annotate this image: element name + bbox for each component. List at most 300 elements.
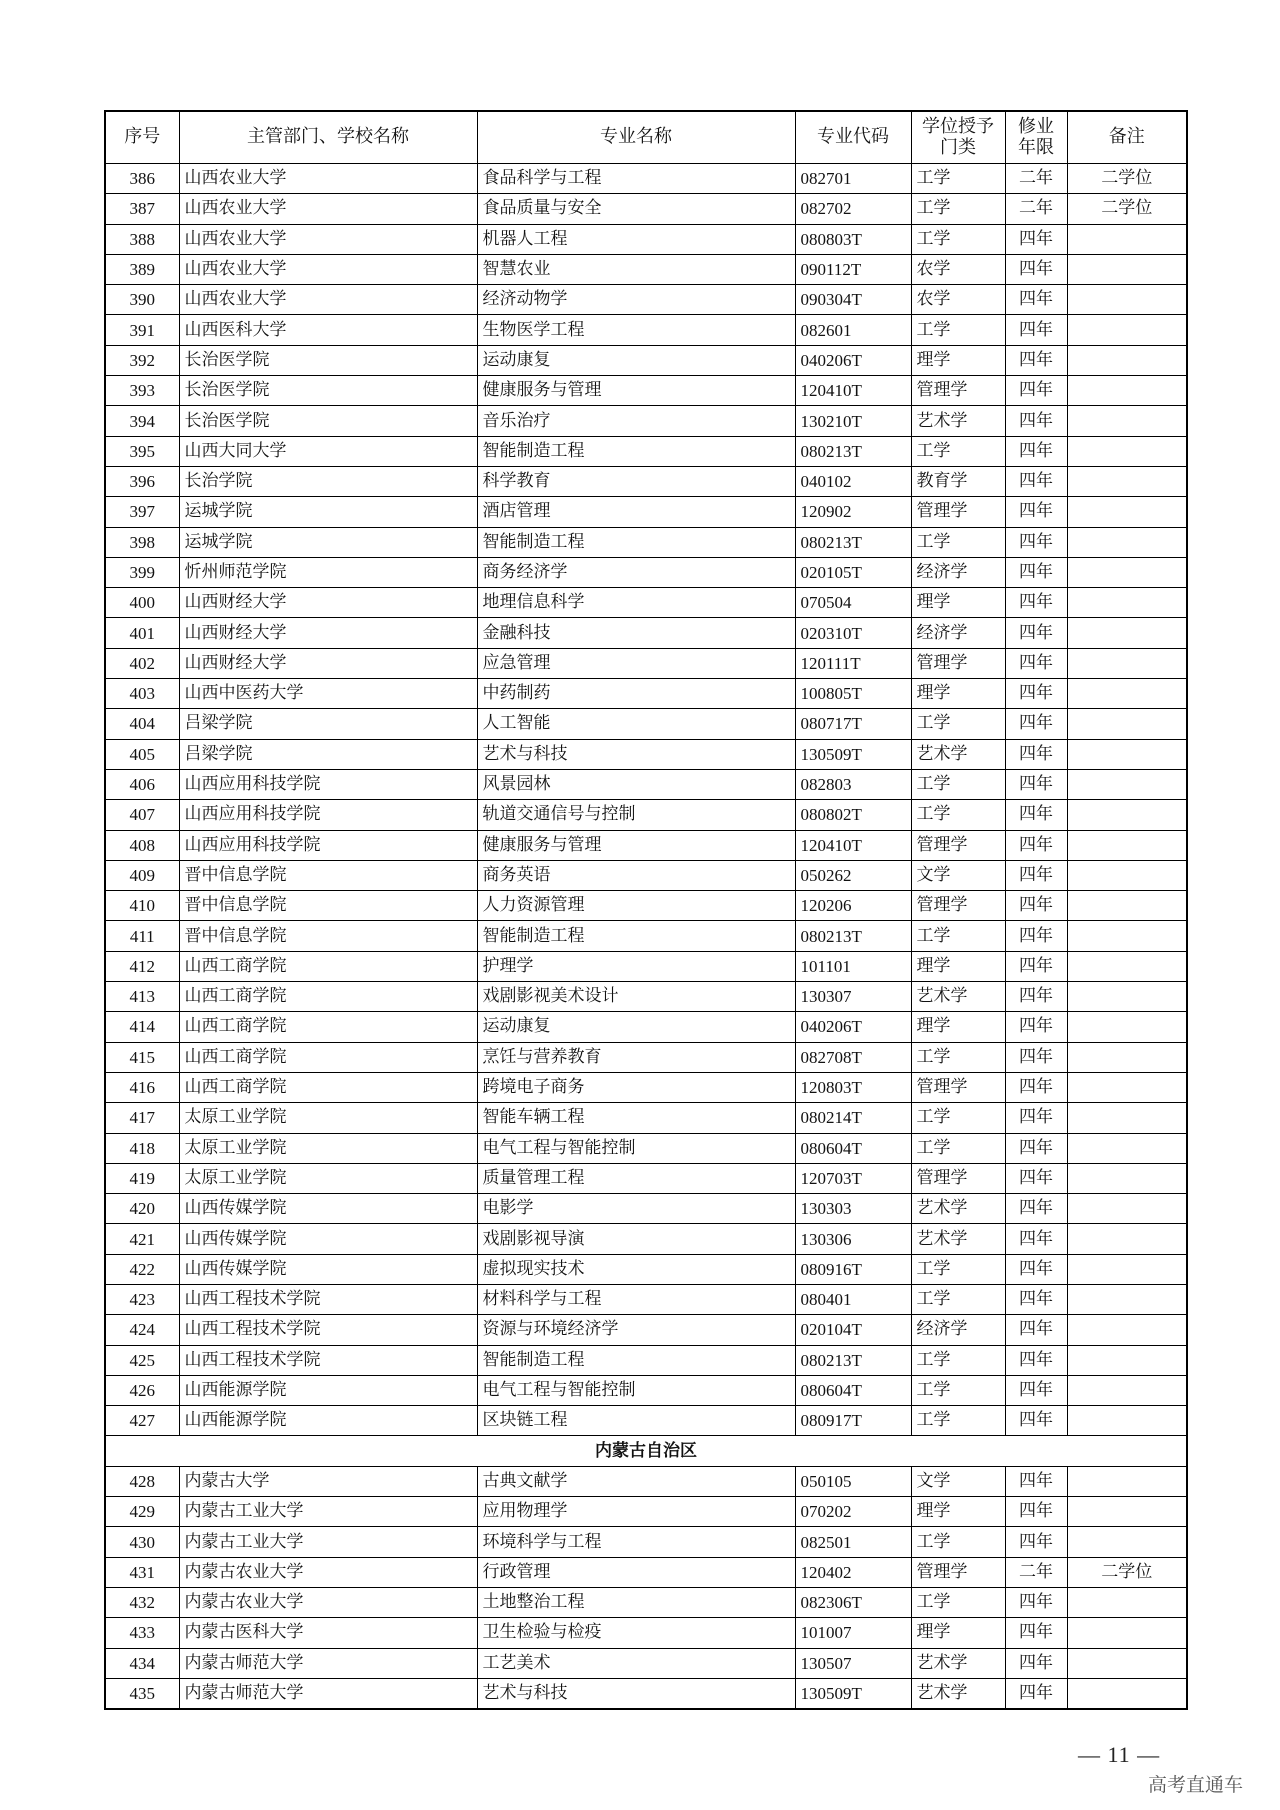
table-row [105, 1527, 1187, 1557]
cell-no: 406 [105, 769, 179, 799]
cell-major: 商务英语 [477, 860, 795, 890]
cell-years: 四年 [1005, 406, 1067, 436]
cell-school: 山西工商学院 [179, 1072, 477, 1102]
table-row [105, 1587, 1187, 1617]
table-row [105, 164, 1187, 194]
cell-note [1067, 1072, 1187, 1102]
cell-years: 四年 [1005, 345, 1067, 375]
cell-school: 山西应用科技学院 [179, 800, 477, 830]
cell-note [1067, 224, 1187, 254]
cell-years: 四年 [1005, 709, 1067, 739]
cell-years: 四年 [1005, 557, 1067, 587]
cell-degree: 管理学 [911, 1163, 1005, 1193]
cell-major: 工艺美术 [477, 1648, 795, 1678]
cell-years: 四年 [1005, 1254, 1067, 1284]
cell-school: 内蒙古师范大学 [179, 1648, 477, 1678]
table-row [105, 436, 1187, 466]
cell-degree: 理学 [911, 345, 1005, 375]
cell-note [1067, 1315, 1187, 1345]
cell-degree: 艺术学 [911, 739, 1005, 769]
cell-school: 内蒙古大学 [179, 1466, 477, 1496]
cell-major: 智能车辆工程 [477, 1103, 795, 1133]
table-row [105, 1042, 1187, 1072]
cell-school: 内蒙古工业大学 [179, 1527, 477, 1557]
cell-degree: 艺术学 [911, 406, 1005, 436]
table-row [105, 860, 1187, 890]
cell-major: 轨道交通信号与控制 [477, 800, 795, 830]
table-row [105, 1345, 1187, 1375]
cell-major: 智能制造工程 [477, 921, 795, 951]
cell-school: 长治学院 [179, 466, 477, 496]
cell-years: 四年 [1005, 648, 1067, 678]
table-row [105, 891, 1187, 921]
header-row [105, 111, 1187, 164]
cell-school: 山西工程技术学院 [179, 1315, 477, 1345]
cell-code: 082601 [795, 315, 911, 345]
cell-school: 长治医学院 [179, 376, 477, 406]
cell-note: 二学位 [1067, 1557, 1187, 1587]
table-row [105, 1648, 1187, 1678]
table-row [105, 679, 1187, 709]
cell-degree: 管理学 [911, 830, 1005, 860]
cell-no: 427 [105, 1406, 179, 1436]
cell-no: 421 [105, 1224, 179, 1254]
cell-degree: 艺术学 [911, 1678, 1005, 1709]
cell-no: 423 [105, 1284, 179, 1314]
cell-note [1067, 285, 1187, 315]
cell-years: 四年 [1005, 1527, 1067, 1557]
cell-major: 虚拟现实技术 [477, 1254, 795, 1284]
cell-code: 080213T [795, 436, 911, 466]
cell-code: 101007 [795, 1618, 911, 1648]
cell-school: 山西财经大学 [179, 648, 477, 678]
table-row [105, 1618, 1187, 1648]
cell-degree: 工学 [911, 769, 1005, 799]
cell-major: 电影学 [477, 1194, 795, 1224]
cell-school: 晋中信息学院 [179, 860, 477, 890]
cell-no: 410 [105, 891, 179, 921]
cell-note [1067, 588, 1187, 618]
cell-note [1067, 436, 1187, 466]
table-row [105, 951, 1187, 981]
table-row [105, 1466, 1187, 1496]
table-row [105, 1103, 1187, 1133]
cell-note [1067, 466, 1187, 496]
cell-years: 二年 [1005, 164, 1067, 194]
cell-note [1067, 376, 1187, 406]
cell-code: 020310T [795, 618, 911, 648]
cell-code: 082701 [795, 164, 911, 194]
cell-code: 120111T [795, 648, 911, 678]
table-row [105, 376, 1187, 406]
cell-no: 434 [105, 1648, 179, 1678]
cell-degree: 工学 [911, 1375, 1005, 1405]
cell-no: 388 [105, 224, 179, 254]
cell-note [1067, 1163, 1187, 1193]
cell-major: 健康服务与管理 [477, 376, 795, 406]
header-note: 备注 [1067, 111, 1187, 164]
cell-major: 智能制造工程 [477, 1345, 795, 1375]
cell-no: 426 [105, 1375, 179, 1405]
cell-no: 411 [105, 921, 179, 951]
cell-major: 智能制造工程 [477, 527, 795, 557]
table-row [105, 588, 1187, 618]
table-row [105, 1315, 1187, 1345]
table-row [105, 557, 1187, 587]
cell-school: 山西农业大学 [179, 164, 477, 194]
cell-degree: 农学 [911, 285, 1005, 315]
table-row [105, 1557, 1187, 1587]
cell-note [1067, 1466, 1187, 1496]
cell-major: 电气工程与智能控制 [477, 1375, 795, 1405]
cell-degree: 工学 [911, 1345, 1005, 1375]
cell-no: 416 [105, 1072, 179, 1102]
cell-school: 山西工商学院 [179, 1042, 477, 1072]
cell-no: 413 [105, 982, 179, 1012]
cell-degree: 理学 [911, 1012, 1005, 1042]
cell-years: 四年 [1005, 1163, 1067, 1193]
cell-no: 417 [105, 1103, 179, 1133]
cell-years: 四年 [1005, 1345, 1067, 1375]
cell-school: 山西传媒学院 [179, 1224, 477, 1254]
cell-degree: 经济学 [911, 1315, 1005, 1345]
cell-degree: 工学 [911, 1587, 1005, 1617]
table-row [105, 406, 1187, 436]
cell-school: 山西中医药大学 [179, 679, 477, 709]
cell-code: 080802T [795, 800, 911, 830]
cell-school: 山西工商学院 [179, 951, 477, 981]
cell-major: 科学教育 [477, 466, 795, 496]
cell-note [1067, 921, 1187, 951]
cell-no: 419 [105, 1163, 179, 1193]
cell-code: 082306T [795, 1587, 911, 1617]
cell-code: 130509T [795, 1678, 911, 1709]
cell-major: 艺术与科技 [477, 739, 795, 769]
region-section [105, 1436, 1187, 1466]
cell-no: 433 [105, 1618, 179, 1648]
cell-note [1067, 739, 1187, 769]
cell-major: 机器人工程 [477, 224, 795, 254]
cell-years: 四年 [1005, 1618, 1067, 1648]
table-row [105, 800, 1187, 830]
cell-no: 409 [105, 860, 179, 890]
cell-degree: 工学 [911, 1103, 1005, 1133]
table-row [105, 709, 1187, 739]
cell-degree: 文学 [911, 860, 1005, 890]
cell-years: 四年 [1005, 1406, 1067, 1436]
table-row [105, 1406, 1187, 1436]
cell-code: 070504 [795, 588, 911, 618]
cell-years: 四年 [1005, 921, 1067, 951]
cell-note [1067, 618, 1187, 648]
cell-degree: 理学 [911, 588, 1005, 618]
cell-code: 080803T [795, 224, 911, 254]
cell-degree: 经济学 [911, 557, 1005, 587]
cell-years: 四年 [1005, 466, 1067, 496]
cell-note [1067, 891, 1187, 921]
cell-no: 391 [105, 315, 179, 345]
table-row [105, 769, 1187, 799]
cell-code: 130303 [795, 1194, 911, 1224]
table-row [105, 224, 1187, 254]
cell-years: 四年 [1005, 1466, 1067, 1496]
cell-years: 二年 [1005, 194, 1067, 224]
cell-degree: 艺术学 [911, 982, 1005, 1012]
cell-degree: 工学 [911, 436, 1005, 466]
cell-school: 内蒙古医科大学 [179, 1618, 477, 1648]
cell-school: 山西农业大学 [179, 194, 477, 224]
cell-code: 040206T [795, 1012, 911, 1042]
cell-major: 食品质量与安全 [477, 194, 795, 224]
cell-school: 山西应用科技学院 [179, 769, 477, 799]
table-body-neimenggu [105, 1466, 1187, 1709]
cell-school: 运城学院 [179, 527, 477, 557]
cell-major: 金融科技 [477, 618, 795, 648]
cell-years: 四年 [1005, 769, 1067, 799]
cell-years: 四年 [1005, 739, 1067, 769]
cell-major: 应急管理 [477, 648, 795, 678]
cell-major: 人工智能 [477, 709, 795, 739]
cell-code: 120410T [795, 376, 911, 406]
cell-code: 130210T [795, 406, 911, 436]
cell-years: 四年 [1005, 830, 1067, 860]
cell-no: 396 [105, 466, 179, 496]
cell-major: 人力资源管理 [477, 891, 795, 921]
cell-code: 101101 [795, 951, 911, 981]
cell-degree: 工学 [911, 1133, 1005, 1163]
cell-school: 运城学院 [179, 497, 477, 527]
cell-school: 太原工业学院 [179, 1133, 477, 1163]
cell-code: 120402 [795, 1557, 911, 1587]
cell-major: 酒店管理 [477, 497, 795, 527]
cell-years: 四年 [1005, 1012, 1067, 1042]
cell-years: 四年 [1005, 982, 1067, 1012]
cell-no: 390 [105, 285, 179, 315]
cell-code: 130507 [795, 1648, 911, 1678]
header-school: 主管部门、学校名称 [179, 111, 477, 164]
cell-code: 120206 [795, 891, 911, 921]
cell-code: 020104T [795, 1315, 911, 1345]
cell-note [1067, 1527, 1187, 1557]
cell-note [1067, 709, 1187, 739]
cell-major: 烹饪与营养教育 [477, 1042, 795, 1072]
cell-no: 399 [105, 557, 179, 587]
cell-years: 四年 [1005, 800, 1067, 830]
cell-no: 429 [105, 1497, 179, 1527]
cell-school: 吕梁学院 [179, 709, 477, 739]
cell-school: 山西应用科技学院 [179, 830, 477, 860]
table-row [105, 315, 1187, 345]
cell-major: 健康服务与管理 [477, 830, 795, 860]
cell-note [1067, 951, 1187, 981]
cell-note: 二学位 [1067, 194, 1187, 224]
cell-code: 082702 [795, 194, 911, 224]
cell-code: 080214T [795, 1103, 911, 1133]
cell-code: 050262 [795, 860, 911, 890]
cell-note [1067, 769, 1187, 799]
table-row [105, 1072, 1187, 1102]
cell-code: 120902 [795, 497, 911, 527]
cell-degree: 工学 [911, 1284, 1005, 1314]
cell-code: 120703T [795, 1163, 911, 1193]
cell-no: 428 [105, 1466, 179, 1496]
cell-no: 415 [105, 1042, 179, 1072]
cell-school: 山西工商学院 [179, 1012, 477, 1042]
cell-school: 山西工商学院 [179, 982, 477, 1012]
cell-code: 080604T [795, 1133, 911, 1163]
cell-school: 山西财经大学 [179, 588, 477, 618]
cell-major: 中药制药 [477, 679, 795, 709]
table-row [105, 497, 1187, 527]
cell-degree: 艺术学 [911, 1224, 1005, 1254]
table-row [105, 285, 1187, 315]
cell-school: 山西能源学院 [179, 1375, 477, 1405]
cell-code: 080916T [795, 1254, 911, 1284]
header-code: 专业代码 [795, 111, 911, 164]
cell-code: 040206T [795, 345, 911, 375]
cell-major: 智慧农业 [477, 254, 795, 284]
cell-no: 414 [105, 1012, 179, 1042]
cell-no: 408 [105, 830, 179, 860]
cell-degree: 工学 [911, 194, 1005, 224]
cell-code: 080213T [795, 527, 911, 557]
cell-note [1067, 1133, 1187, 1163]
cell-school: 山西农业大学 [179, 285, 477, 315]
table-row [105, 1194, 1187, 1224]
cell-note [1067, 1103, 1187, 1133]
cell-school: 山西大同大学 [179, 436, 477, 466]
cell-code: 130307 [795, 982, 911, 1012]
cell-no: 435 [105, 1678, 179, 1709]
cell-school: 长治医学院 [179, 345, 477, 375]
cell-no: 397 [105, 497, 179, 527]
cell-major: 区块链工程 [477, 1406, 795, 1436]
cell-code: 130509T [795, 739, 911, 769]
cell-code: 090112T [795, 254, 911, 284]
cell-code: 080213T [795, 921, 911, 951]
majors-table [104, 110, 1188, 1710]
cell-years: 四年 [1005, 679, 1067, 709]
cell-no: 430 [105, 1527, 179, 1557]
cell-note [1067, 1618, 1187, 1648]
cell-degree: 艺术学 [911, 1194, 1005, 1224]
cell-years: 四年 [1005, 1103, 1067, 1133]
cell-years: 四年 [1005, 1678, 1067, 1709]
cell-code: 120410T [795, 830, 911, 860]
cell-degree: 管理学 [911, 1072, 1005, 1102]
cell-note [1067, 1284, 1187, 1314]
cell-no: 393 [105, 376, 179, 406]
cell-major: 音乐治疗 [477, 406, 795, 436]
region-label: 内蒙古自治区 [105, 1436, 1187, 1466]
cell-degree: 经济学 [911, 618, 1005, 648]
cell-note [1067, 1406, 1187, 1436]
cell-no: 387 [105, 194, 179, 224]
cell-degree: 工学 [911, 1527, 1005, 1557]
cell-note [1067, 679, 1187, 709]
cell-no: 398 [105, 527, 179, 557]
cell-school: 内蒙古工业大学 [179, 1497, 477, 1527]
cell-major: 生物医学工程 [477, 315, 795, 345]
cell-no: 404 [105, 709, 179, 739]
cell-degree: 工学 [911, 527, 1005, 557]
cell-code: 020105T [795, 557, 911, 587]
cell-years: 四年 [1005, 315, 1067, 345]
cell-note [1067, 345, 1187, 375]
cell-no: 412 [105, 951, 179, 981]
cell-note [1067, 254, 1187, 284]
cell-no: 403 [105, 679, 179, 709]
cell-degree: 工学 [911, 709, 1005, 739]
table-row [105, 1284, 1187, 1314]
cell-degree: 理学 [911, 1618, 1005, 1648]
table-row [105, 921, 1187, 951]
cell-years: 四年 [1005, 588, 1067, 618]
cell-years: 四年 [1005, 860, 1067, 890]
cell-code: 082708T [795, 1042, 911, 1072]
cell-code: 090304T [795, 285, 911, 315]
cell-school: 太原工业学院 [179, 1163, 477, 1193]
cell-degree: 工学 [911, 164, 1005, 194]
cell-code: 120803T [795, 1072, 911, 1102]
cell-school: 长治医学院 [179, 406, 477, 436]
table-row [105, 830, 1187, 860]
cell-years: 四年 [1005, 1072, 1067, 1102]
cell-code: 130306 [795, 1224, 911, 1254]
cell-degree: 理学 [911, 951, 1005, 981]
table-row [105, 1224, 1187, 1254]
cell-school: 晋中信息学院 [179, 891, 477, 921]
cell-major: 食品科学与工程 [477, 164, 795, 194]
cell-years: 四年 [1005, 1315, 1067, 1345]
cell-code: 082501 [795, 1527, 911, 1557]
cell-no: 400 [105, 588, 179, 618]
cell-school: 山西农业大学 [179, 254, 477, 284]
cell-major: 卫生检验与检疫 [477, 1618, 795, 1648]
cell-note [1067, 1678, 1187, 1709]
cell-no: 405 [105, 739, 179, 769]
cell-school: 内蒙古师范大学 [179, 1678, 477, 1709]
cell-degree: 工学 [911, 1406, 1005, 1436]
cell-no: 422 [105, 1254, 179, 1284]
cell-no: 394 [105, 406, 179, 436]
cell-major: 环境科学与工程 [477, 1527, 795, 1557]
cell-school: 山西财经大学 [179, 618, 477, 648]
cell-note [1067, 982, 1187, 1012]
table-row [105, 254, 1187, 284]
cell-major: 护理学 [477, 951, 795, 981]
cell-no: 420 [105, 1194, 179, 1224]
cell-degree: 管理学 [911, 648, 1005, 678]
cell-note [1067, 497, 1187, 527]
cell-code: 080604T [795, 1375, 911, 1405]
cell-note [1067, 1648, 1187, 1678]
cell-degree: 文学 [911, 1466, 1005, 1496]
cell-major: 运动康复 [477, 1012, 795, 1042]
cell-degree: 工学 [911, 315, 1005, 345]
cell-no: 402 [105, 648, 179, 678]
cell-note [1067, 860, 1187, 890]
table-row [105, 618, 1187, 648]
cell-note [1067, 406, 1187, 436]
cell-degree: 工学 [911, 1254, 1005, 1284]
cell-no: 392 [105, 345, 179, 375]
cell-years: 四年 [1005, 1375, 1067, 1405]
cell-note [1067, 315, 1187, 345]
cell-major: 运动康复 [477, 345, 795, 375]
cell-degree: 工学 [911, 224, 1005, 254]
table-body-shanxi [105, 164, 1187, 1436]
